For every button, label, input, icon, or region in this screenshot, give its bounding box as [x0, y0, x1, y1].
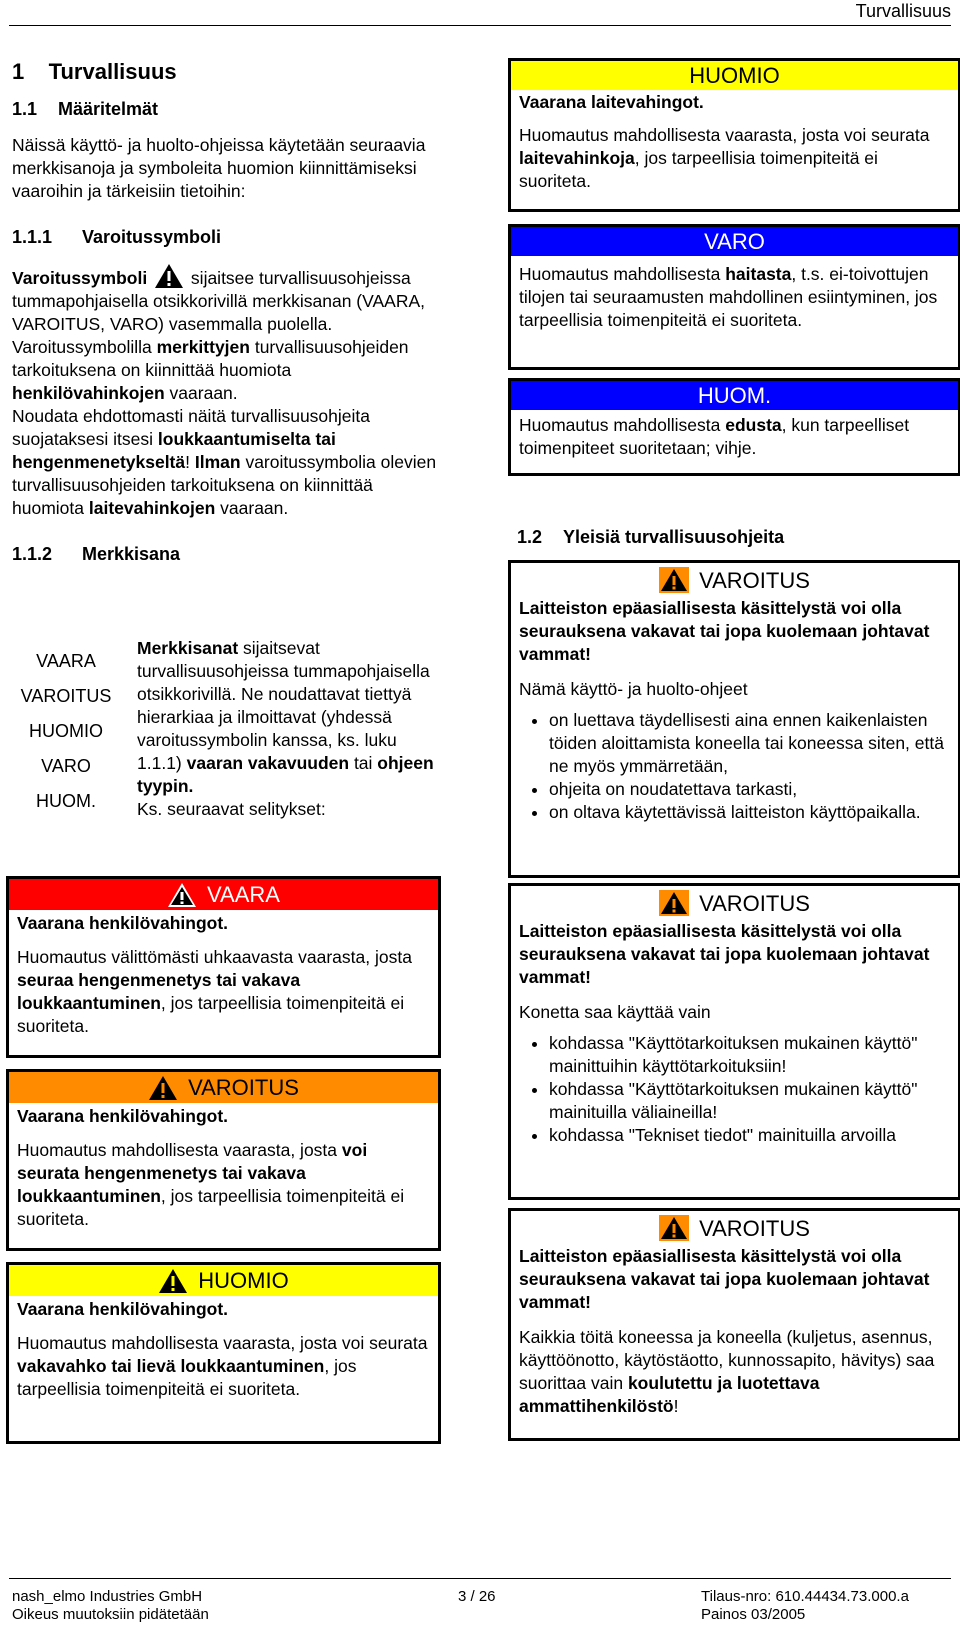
warning-triangle-icon [167, 882, 197, 908]
section-1-1-2-heading [12, 543, 442, 566]
hazard-type: Vaarana laitevahingot. [519, 92, 704, 112]
footer-left [12, 1588, 209, 1624]
intro-paragraph: Näissä käyttö- ja huolto-ohjeissa käytetään seuraavia merkkisanoja ja symboleita huomion kiinnittämiseksi vaaroihin ja tärkeisiin tietoihin: [12, 135, 426, 201]
left-column [12, 58, 442, 566]
symbol-purpose-paragraph: Varoitussymbolilla merkittyjen turvallisuusohjeiden tarkoituksena on kiinnittää huomiota henkilövahinkojen vaaraan. [12, 337, 409, 403]
section-title: Merkkisana [82, 544, 181, 564]
caution-box-header [9, 1265, 438, 1296]
list-item: • kohdassa "Käyttötarkoituksen mukainen käyttö" mainituilla väliaineilla! [549, 1078, 950, 1124]
chapter-title: 1 Turvallisuus [12, 59, 177, 84]
warning-triangle-icon [148, 1075, 178, 1101]
section-number: 1.1.2 [12, 544, 53, 564]
warning-box-header [511, 886, 958, 920]
warning-box-header [511, 1211, 958, 1245]
list-intro: Nämä käyttö- ja huolto-ohjeet [519, 679, 748, 699]
header-rule [9, 25, 951, 26]
signal-word: VAROITUS [699, 567, 810, 593]
warning-triangle-icon [158, 1268, 188, 1294]
hazard-description: Huomautus mahdollisesta vaarasta, josta voi seurata laitevahinkoja, jos tarpeellisia toimenpiteitä ei suoriteta. [519, 125, 930, 191]
footer-right [701, 1588, 909, 1624]
signal-word: VAROITUS [188, 1075, 299, 1100]
hazard-description: Huomautus mahdollisesta vaarasta, josta voi seurata vakavahko tai lievä loukkaantuminen, jos tarpeellisia toimenpiteitä ei suoriteta. [17, 1333, 428, 1399]
section-title: Yleisiä turvallisuusohjeita [563, 527, 785, 547]
company-name: nash_elmo Industries GmbH [12, 1588, 203, 1605]
signal-word: VARO [704, 229, 765, 254]
warning-statement: Laitteiston epäasiallisesta käsittelystä voi olla seurauksena vakavat tai jopa kuolemaan johtavat vammat! [519, 1246, 930, 1312]
signal-word: VAROITUS [20, 686, 112, 706]
signal-word: HUOM. [36, 791, 96, 811]
notice-box-header [511, 61, 958, 90]
hazard-type: Vaarana henkilövahingot. [17, 1106, 229, 1126]
warning-box-header [9, 1072, 438, 1103]
hazard-description: Huomautus mahdollisesta vaarasta, josta voi seurata hengenmenetys tai vakava loukkaantuminen, jos tarpeellisia toimenpiteitä ei suoriteta. [17, 1140, 405, 1229]
section-number: 1.1 [12, 99, 38, 119]
section-number: 1.1.1 [12, 227, 53, 247]
bullet-list [519, 709, 950, 824]
warning-triangle-icon [154, 263, 184, 289]
signal-word: VAROITUS [699, 890, 810, 916]
signal-word: HUOM. [697, 383, 772, 408]
warning-description: Kaikkia töitä koneessa ja koneella (kuljetus, asennus, käyttöönotto, käytöstäotto, kunnossapito, hävitys) saa suorittaa vain koulutettu ja luotettava ammattihenkilöstö! [519, 1327, 935, 1416]
order-number: Tilaus-nro: 610.44434.73.000.a [701, 1588, 909, 1605]
general-warning-box [508, 883, 960, 1200]
section-number: 1.2 [517, 527, 543, 547]
tip-description: Huomautus mahdollisesta edusta, kun tarpeelliset toimenpiteet suoritetaan; vihje. [519, 415, 910, 458]
section-title: Varoitussymboli [82, 227, 222, 247]
page-number: 3 / 26 [458, 1588, 496, 1605]
hazard-type: Vaarana henkilövahingot. [17, 913, 229, 933]
section-1-2-heading [517, 526, 784, 549]
warning-box-header [511, 563, 958, 597]
page-header-title: Turvallisuus [855, 1, 951, 21]
general-warning-box [508, 560, 960, 878]
edition: Painos 03/2005 [701, 1606, 806, 1623]
signal-word: HUOMIO [689, 63, 780, 88]
danger-box [6, 876, 441, 1058]
footer-rule [9, 1578, 951, 1579]
signal-word: VARO [41, 756, 91, 776]
signal-word-list [0, 644, 132, 819]
signal-word: VAARA [207, 882, 280, 907]
warning-box [6, 1069, 441, 1251]
attention-box-header [511, 227, 958, 256]
warning-triangle-icon [659, 1215, 689, 1241]
hazard-description: Huomautus mahdollisesta haitasta, t.s. ei-toivottujen tilojen tai seuraamusten mahdollinen esiintyminen, jos tarpeellisia toimenpiteitä ei suoriteta. [519, 264, 938, 330]
hazard-description: Huomautus välittömästi uhkaavasta vaarasta, josta seuraa hengenmenetys tai vakava loukkaantuminen, jos tarpeellisia toimenpiteitä ei suoriteta. [17, 947, 412, 1036]
signal-word: VAROITUS [699, 1215, 810, 1241]
list-item: • kohdassa "Käyttötarkoituksen mukainen käyttö" mainittuihin käyttötarkoituksiin! [549, 1032, 950, 1078]
bullet-list [519, 1032, 950, 1147]
bold-term: Varoitussymboli [12, 268, 148, 288]
signal-word: HUOMIO [198, 1268, 289, 1293]
section-1-1-heading [12, 98, 442, 121]
list-item: • on oltava käytettävissä laitteiston käyttöpaikalla. [549, 801, 950, 824]
tip-box [508, 378, 960, 476]
warning-triangle-icon [659, 890, 689, 916]
list-item: • ohjeita on noudatettava tarkasti, [549, 778, 950, 801]
symbol-paragraph [12, 263, 442, 336]
hazard-type: Vaarana henkilövahingot. [17, 1299, 229, 1319]
rights-notice: Oikeus muutoksiin pidätetään [12, 1606, 209, 1623]
notice-box [508, 58, 960, 212]
danger-box-header [9, 879, 438, 910]
section-1-1-1-heading [12, 226, 442, 249]
list-item: • on luettava täydellisesti aina ennen kaikenlaisten töiden aloittamista koneella tai koneessa siten, että ne myös ymmärretään, [549, 709, 950, 778]
text: sijaitsee turvallisuusohjeissa tummapohjaisella otsikkorivillä merkkisanan (VAARA, VAROITUS, VARO) vasemmalla puolella. [12, 268, 426, 334]
warning-triangle-icon [659, 567, 689, 593]
general-warning-box [508, 1208, 960, 1441]
tip-box-header [511, 381, 958, 410]
attention-box [508, 224, 960, 370]
section-title: Määritelmät [58, 99, 159, 119]
list-intro: Konetta saa käyttää vain [519, 1002, 711, 1022]
signal-word-description: Merkkisanat sijaitsevat turvallisuusohjeissa tummapohjaisella otsikkorivillä. Ne noudattavat tiettyä hierarkiaa ja ilmoittavat (yhdessä varoitussymbolin kanssa, ks. luku 1.1.1) vaaran vakavuuden tai ohjeen tyypin. Ks. seuraavat selitykset: [137, 638, 434, 819]
signal-word: HUOMIO [29, 721, 103, 741]
caution-box [6, 1262, 441, 1444]
warning-statement: Laitteiston epäasiallisesta käsittelystä voi olla seurauksena vakavat tai jopa kuolemaan johtavat vammat! [519, 598, 930, 664]
list-item: • kohdassa "Tekniset tiedot" mainituilla arvoilla [549, 1124, 950, 1147]
warning-statement: Laitteiston epäasiallisesta käsittelystä voi olla seurauksena vakavat tai jopa kuolemaan johtavat vammat! [519, 921, 930, 987]
signal-word: VAARA [36, 651, 96, 671]
instruction-paragraph: Noudata ehdottomasti näitä turvallisuusohjeita suojataksesi itsesi loukkaantumiselta tai hengenmenetykseltä! Ilman varoitussymbolia olevien turvallisuusohjeiden tarkoituksena on kiinnittää huomiota laitevahinkojen vaaraan. [12, 406, 437, 518]
